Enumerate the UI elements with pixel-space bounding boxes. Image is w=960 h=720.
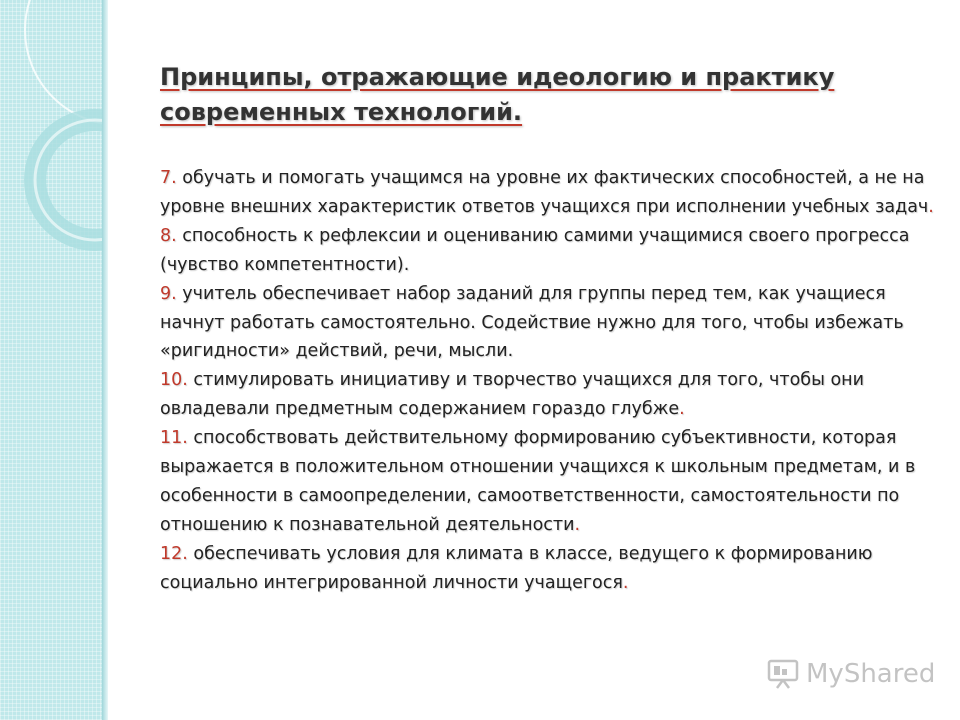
presentation-icon	[766, 657, 800, 691]
item-text: обеспечивать условия для климата в классе, ведущего к формированию социально интегрированной личности учащегося	[160, 543, 873, 593]
item-number: 12.	[160, 543, 188, 564]
list-item	[160, 222, 940, 280]
list-item	[160, 424, 940, 540]
item-end: .	[507, 341, 514, 362]
item-end: .	[622, 572, 629, 593]
principles-list	[160, 164, 940, 598]
watermark	[766, 652, 935, 696]
watermark-text: MyShared	[806, 659, 936, 689]
item-number: 7.	[160, 168, 177, 188]
item-text: учитель обеспечивает набор заданий для группы перед тем, как учащиеся начнут работать самостоятельно. Содействие нужно для того, чтобы избежать «ригидности» действий, речи, мысли	[160, 283, 904, 362]
slide-title: Принципы, отражающие идеологию и практику современных технологий.	[160, 63, 835, 126]
item-end: .	[928, 196, 934, 217]
item-text: способность к рефлексии и оцениванию самими учащимися своего прогресса (чувство компетентности)	[160, 225, 910, 275]
decorative-circles	[0, 0, 108, 720]
item-text: стимулировать инициативу и творчество учащихся для того, чтобы они овладевали предметным содержанием гораздо глубже	[160, 370, 864, 420]
list-item	[160, 366, 940, 424]
item-number: 8.	[160, 225, 177, 246]
list-item	[160, 540, 940, 598]
list-item	[160, 164, 940, 222]
decorative-side-band	[0, 0, 108, 720]
item-text: обучать и помогать учащимся на уровне их фактических способностей, а не на уровне внешних характеристик ответов учащихся при исполнении учебных задач	[160, 168, 929, 217]
item-text: способствовать действительному формированию субъективности, которая выражается в положительном отношении учащихся к школьным предметам, и в особенности в самоопределении, самоответственности, самостоятельности по отношению к познавательной деятельности	[160, 428, 916, 535]
item-end: .	[679, 399, 685, 420]
item-end: .	[574, 514, 581, 535]
item-end: .	[403, 254, 410, 275]
item-number: 10.	[160, 370, 188, 391]
list-item	[160, 280, 940, 367]
band-edge	[102, 0, 108, 720]
item-number: 9.	[160, 283, 177, 304]
item-number: 11.	[160, 428, 188, 449]
